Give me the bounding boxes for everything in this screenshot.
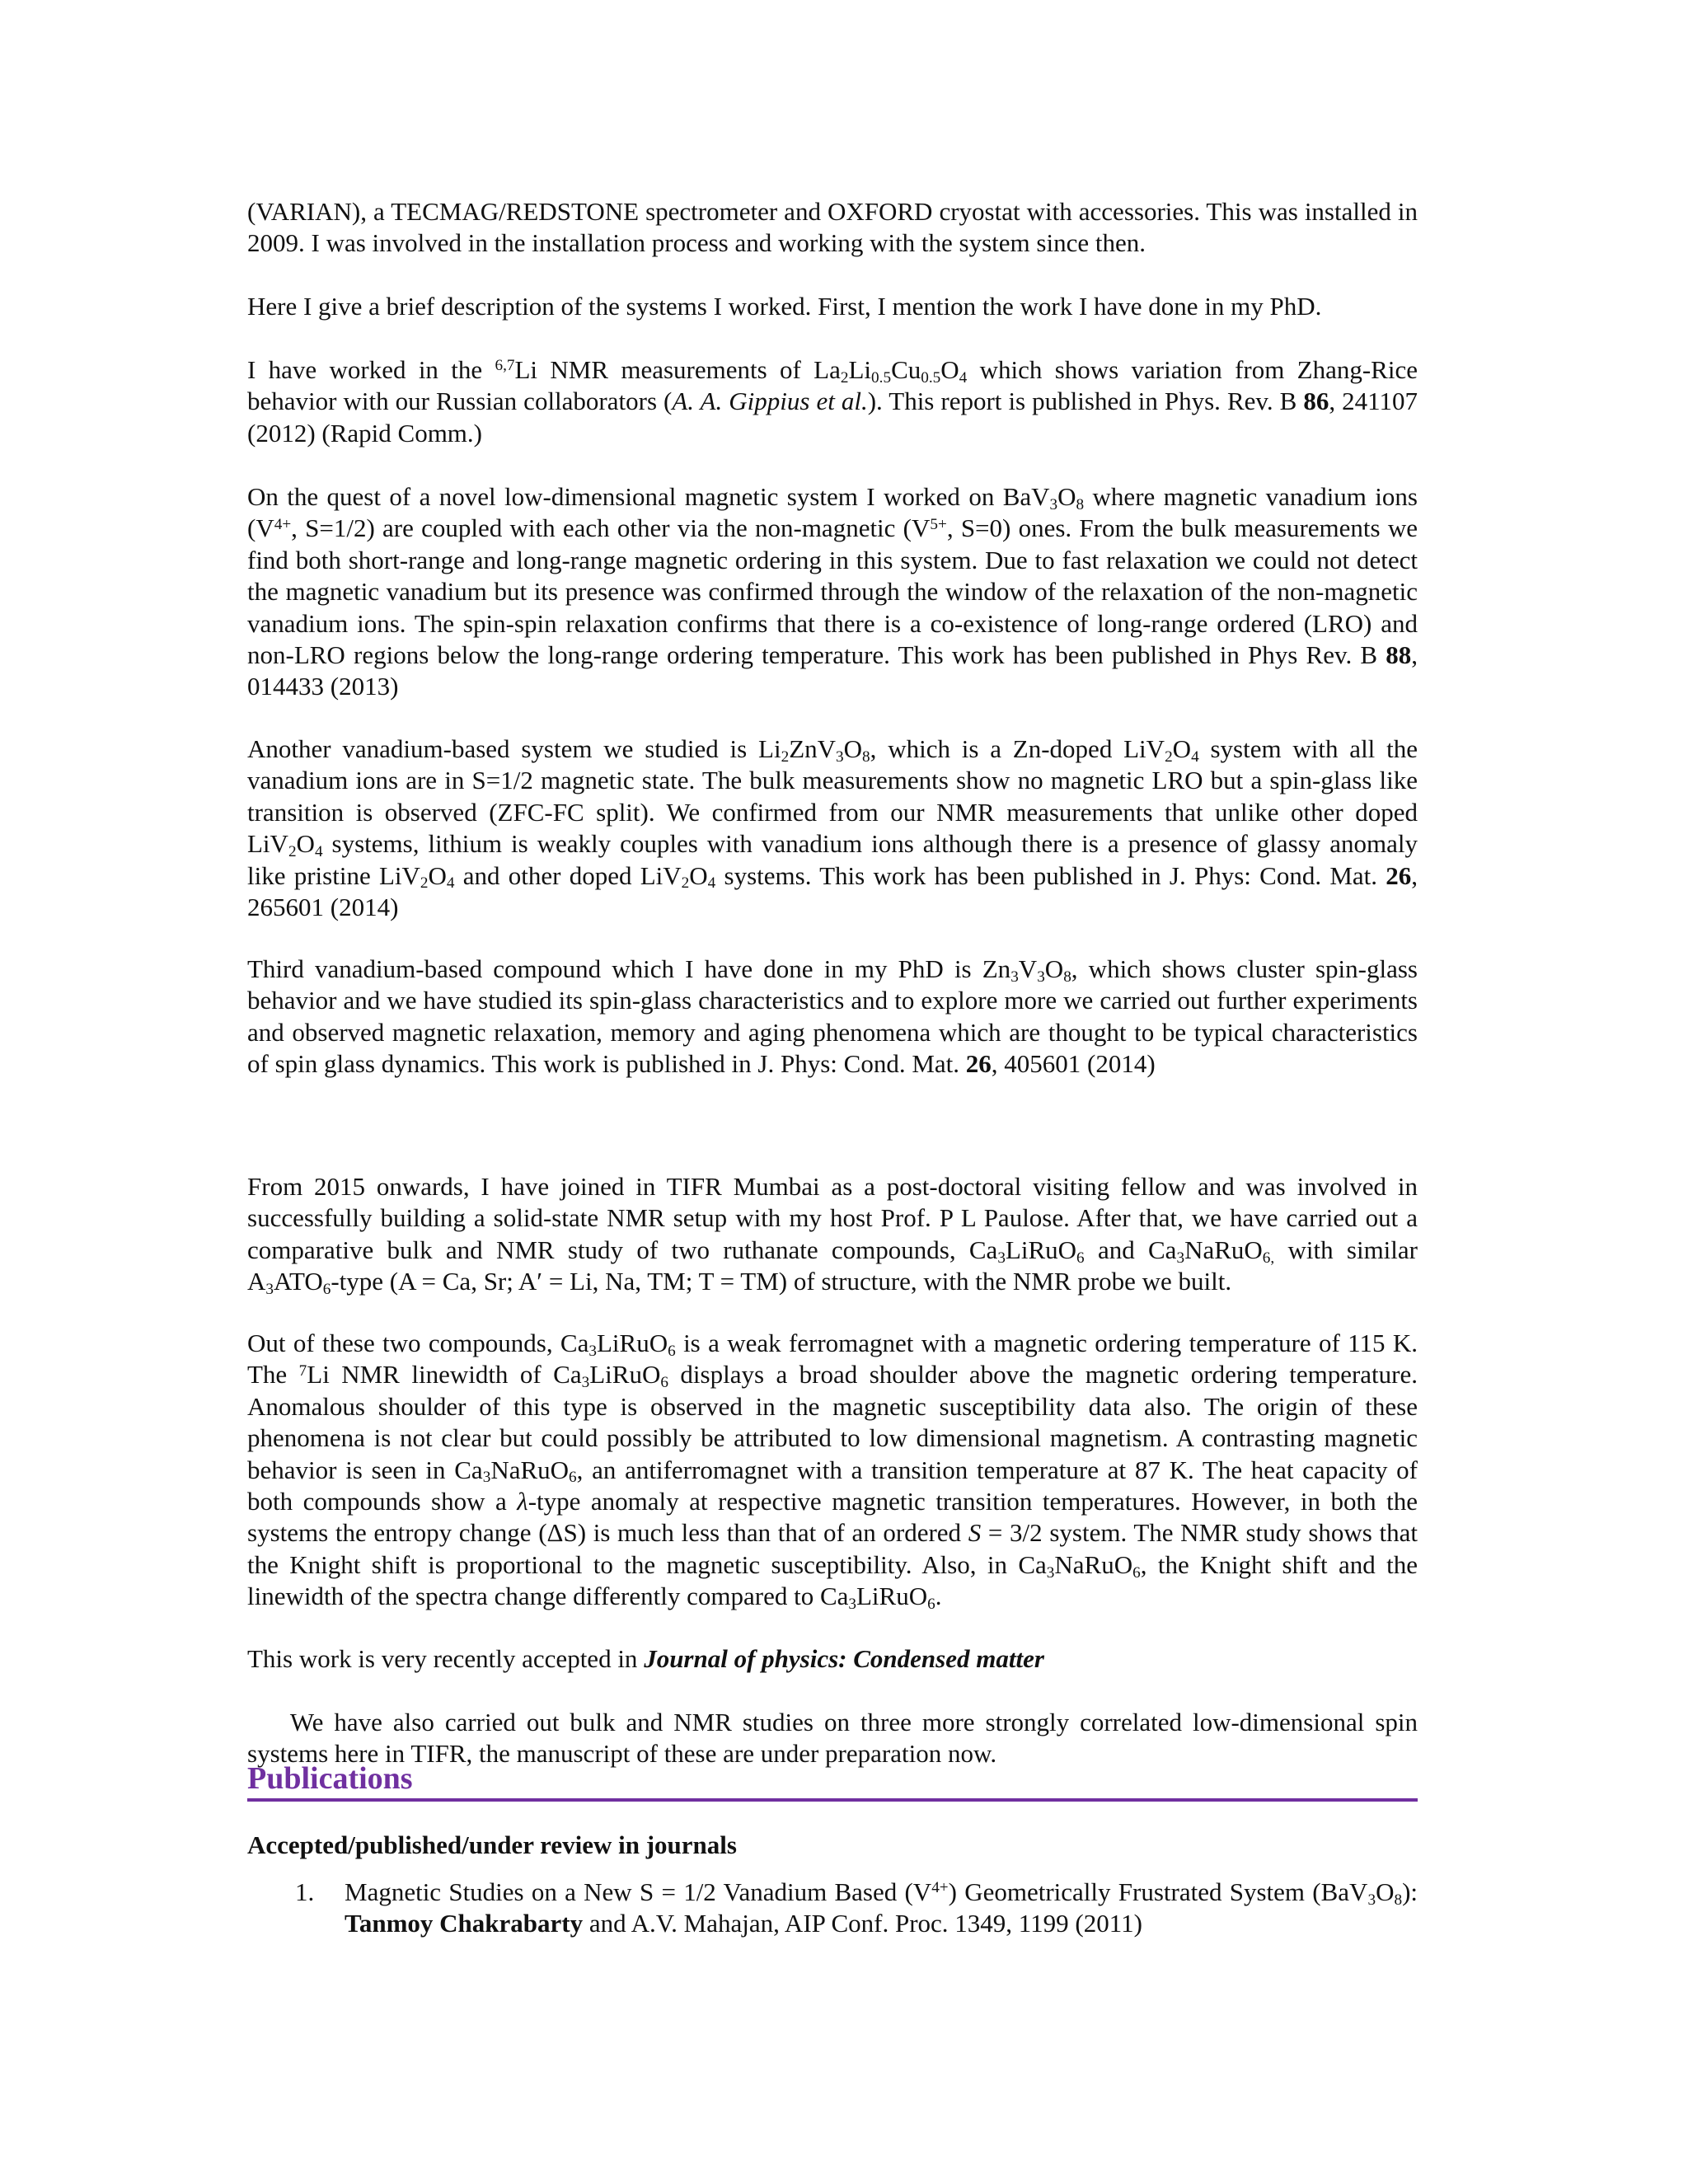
paragraph-accepted: This work is very recently accepted in Journal of physics: Condensed matter xyxy=(247,1644,1044,1673)
journals-subheading: Accepted/published/under review in journals xyxy=(247,1830,737,1859)
author-name: Tanmoy Chakrabarty xyxy=(345,1909,584,1938)
paragraph-ruthenates: Out of these two compounds, $Ca_3LiRuO_6$ is a weak ferromagnet with a magnetic ordering temperature of 115 K. The $^7$Li NMR linewidth of $Ca_3LiRuO_6$ displays a broad shoulder above the magnetic ordering temperature. Anomalous shoulder of this type is observed in the magnetic susceptibility data also. The origin of these phenomena is not clear but could possibly be attributed to low dimensional magnetism. A contrasting magnetic behavior is seen in $Ca_3NaRuO_6$, an antiferromagnet with a transition temperature at 87 K. The heat capacity of both compounds show a λ-type anomaly at respective magnetic transition temperatures. However, in both the systems the entropy change (ΔS) is much less than that of an ordered S = 3/2 system. The NMR study shows that the Knight shift is proportional to the magnetic susceptibility. Also, in $Ca_3NaRuO_6$, the Knight shift and the linewidth of the spectra change differently compared to $Ca_3LiRuO_6$. xyxy=(247,1329,1418,1614)
collaborators-citation: A. A. Gippius et al. xyxy=(672,387,868,416)
paragraph-spectrometer: (VARIAN), a TECMAG/REDSTONE spectrometer and OXFORD cryostat with accessories. This was installed in 2009. I was involved in the installation process and working with the system since then. xyxy=(247,197,1418,258)
paragraph-bav3o8: On the quest of a novel low-dimensional magnetic system I worked on $BaV_3O_8$ where magnetic vanadium ions ($V^{4+}$, S=1/2) are coupled with each other via the non-magnetic ($V^{5+}$, S=0) ones. From the bulk measurements we find both short-range and long-range magnetic ordering in this system. Due to fast relaxation we could not detect the magnetic vanadium but its presence was confirmed through the window of the relaxation of the non-magnetic vanadium ions. The spin-spin relaxation confirms that there is a co-existence of long-range ordered (LRO) and non-LRO regions below the long-range ordering temperature. This work has been published in Phys Rev. B 88, 014433 (2013) xyxy=(247,482,1418,701)
publication-number: 1. xyxy=(295,1877,315,1906)
paragraph-zn3v3o8: Third vanadium-based compound which I have done in my PhD is $Zn_3V_3O_8$, which shows cluster spin-glass behavior and we have studied its spin-glass characteristics and to explore more we carried out further experiments and observed magnetic relaxation, memory and aging phenomena which are thought to be typical characteristics of spin glass dynamics. This work is published in J. Phys: Cond. Mat. 26, 405601 (2014) xyxy=(247,954,1418,1079)
publication-citation: Magnetic Studies on a New S = 1/2 Vanadium Based $(V^{4+})$ Geometrically Frustrated System $(BaV_3O_8)$: Tanmoy Chakrabarty and A.V. Mahajan, AIP Conf. Proc. 1349, 1199 (2011) xyxy=(345,1877,1418,1938)
paragraph-tifr: From 2015 onwards, I have joined in TIFR Mumbai as a post-doctoral visiting fellow and was involved in successfully building a solid-state NMR setup with my host Prof. P L Paulose. After that, we have carried out a comparative bulk and NMR study of two ruthanate compounds, $Ca_3LiRuO_6$ and $Ca_3NaRuO_{6,}$ with similar $A_3ATO_6$-type (A = Ca, Sr; A′ = Li, Na, TM; T = TM) of structure, with the NMR probe we built. xyxy=(247,1172,1418,1299)
publications-heading: Publications xyxy=(247,1760,1418,1802)
paragraph-more-studies: We have also carried out bulk and NMR studies on three more strongly correlated low-dimensional spin systems here in TIFR, the manuscript of these are under preparation now. xyxy=(247,1708,1424,1769)
paragraph-li2znv3o8: Another vanadium-based system we studied is $Li_2ZnV_3O_8$, which is a Zn-doped $LiV_2O_4$ system with all the vanadium ions are in S=1/2 magnetic state. The bulk measurements show no magnetic LRO but a spin-glass like transition is observed (ZFC-FC split). We confirmed from our NMR measurements that unlike other doped $LiV_2O_4$ systems, lithium is weakly couples with vanadium ions although there is a presence of glassy anomaly like pristine $LiV_2O_4$ and other doped $LiV_2O_4$ systems. This work has been published in J. Phys: Cond. Mat. 26, 265601 (2014) xyxy=(247,734,1418,922)
paragraph-intro: Here I give a brief description of the systems I worked. First, I mention the work I have done in my PhD. xyxy=(247,292,1322,321)
journal-name: Journal of physics: Condensed matter xyxy=(644,1644,1044,1673)
paragraph-li-nmr: I have worked in the $^{6,7}$Li NMR measurements of $La_2Li_{0.5}Cu_{0.5}O_4$ which shows variation from Zhang-Rice behavior with our Russian collaborators (A. A. Gippius et al.). This report is published in Phys. Rev. B 86, 241107 (2012) (Rapid Comm.) xyxy=(247,355,1418,448)
